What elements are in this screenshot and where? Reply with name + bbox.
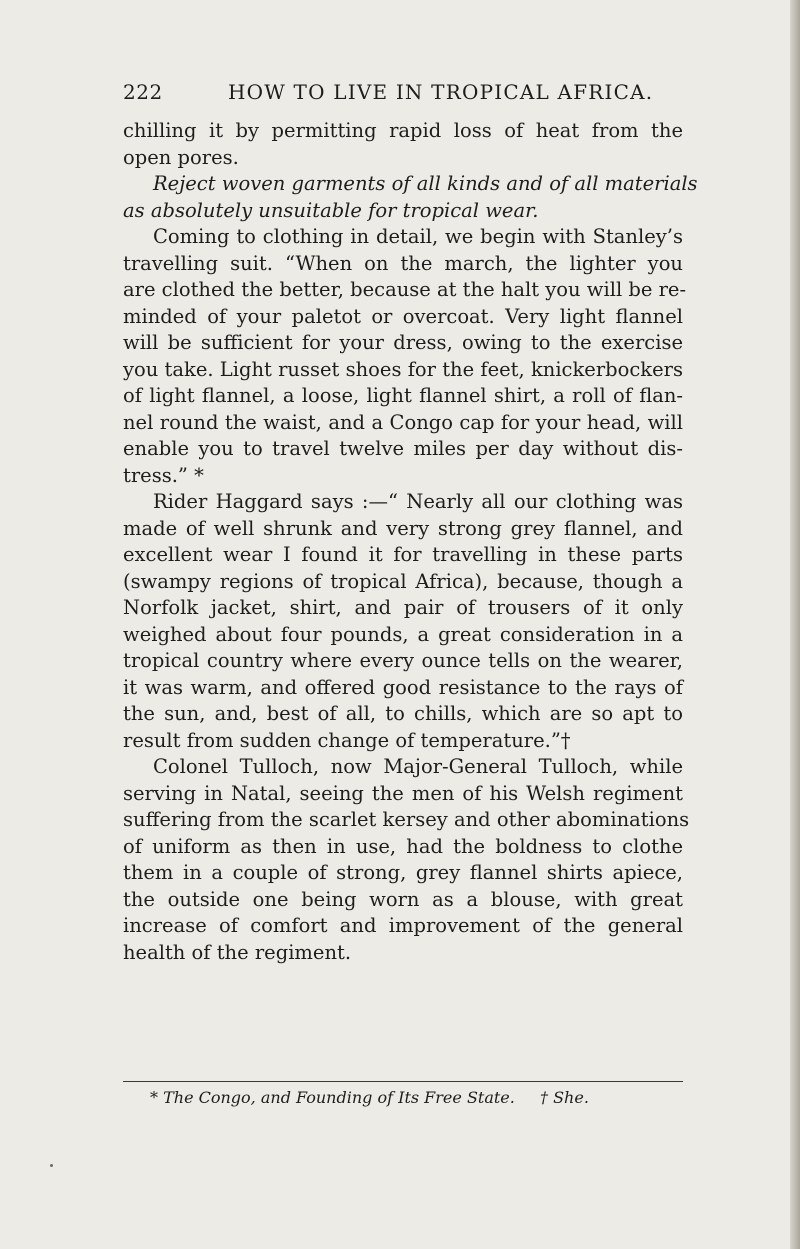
text-line: Colonel Tulloch, now Major-General Tulloch, while: [153, 755, 683, 778]
text-line: result from sudden change of temperature.”†: [123, 728, 571, 752]
text-line: excellent wear I found it for travelling in these parts: [123, 543, 683, 566]
text-line: Coming to clothing in detail, we begin with Stanley’s: [153, 225, 683, 248]
running-head: HOW TO LIVE IN TROPICAL AFRICA.: [228, 80, 654, 104]
text-line: Rider Haggard says :—“ Nearly all our clothing was: [153, 490, 683, 513]
page-number: 222: [123, 80, 163, 104]
text-line: tress.” *: [123, 463, 204, 487]
text-line: tropical country where every ounce tells on the wearer,: [123, 649, 683, 672]
text-line: will be sufficient for your dress, owing to the exercise: [123, 331, 683, 354]
text-line: it was warm, and offered good resistance to the rays of: [123, 675, 683, 699]
text-line: them in a couple of strong, grey flannel shirts apiece,: [123, 861, 683, 884]
text-line: minded of your paletot or overcoat. Very light flannel: [123, 304, 683, 328]
text-line: are clothed the better, because at the halt you will be re-: [123, 278, 687, 301]
text-line: you take. Light russet shoes for the feet, knickerbockers: [123, 357, 683, 381]
text-line: of light flannel, a loose, light flannel shirt, a roll of flan-: [123, 384, 683, 407]
text-line: the outside one being worn as a blouse, with great: [123, 887, 683, 911]
text-line: increase of comfort and improvement of the general: [123, 914, 683, 937]
text-line: travelling suit. “When on the march, the lighter you: [123, 251, 683, 275]
paper-speck: [50, 1164, 53, 1167]
footnote-congo: * The Congo, and Founding of Its Free State.: [150, 1088, 515, 1107]
italic-text-line: Reject woven garments of all kinds and of all materials: [153, 172, 698, 195]
italic-text-line: as absolutely unsuitable for tropical wear.: [123, 198, 539, 222]
text-line: enable you to travel twelve miles per day without dis-: [123, 437, 683, 460]
text-line: the sun, and, best of all, to chills, which are so apt to: [123, 702, 683, 725]
text-line: Norfolk jacket, shirt, and pair of trousers of it only: [123, 596, 683, 619]
text-line: made of well shrunk and very strong grey flannel, and: [123, 516, 683, 540]
text-line: open pores.: [123, 145, 239, 169]
body-text: [123, 118, 698, 966]
footnote-she: † She.: [540, 1088, 589, 1107]
text-line: suffering from the scarlet kersey and other abominations: [123, 808, 690, 831]
text-line: weighed about four pounds, a great consideration in a: [123, 622, 683, 646]
text-line: nel round the waist, and a Congo cap for your head, will: [123, 410, 683, 434]
text-line: serving in Natal, seeing the men of his Welsh regiment: [123, 781, 683, 805]
footnote-divider: [123, 1081, 683, 1082]
text-line: (swampy regions of tropical Africa), because, though a: [123, 569, 683, 593]
page-header: [123, 80, 654, 110]
page-edge: [790, 0, 800, 1249]
text-line: of uniform as then in use, had the boldness to clothe: [123, 834, 683, 858]
text-line: chilling it by permitting rapid loss of heat from the: [123, 119, 683, 142]
text-line: health of the regiment.: [123, 940, 352, 964]
